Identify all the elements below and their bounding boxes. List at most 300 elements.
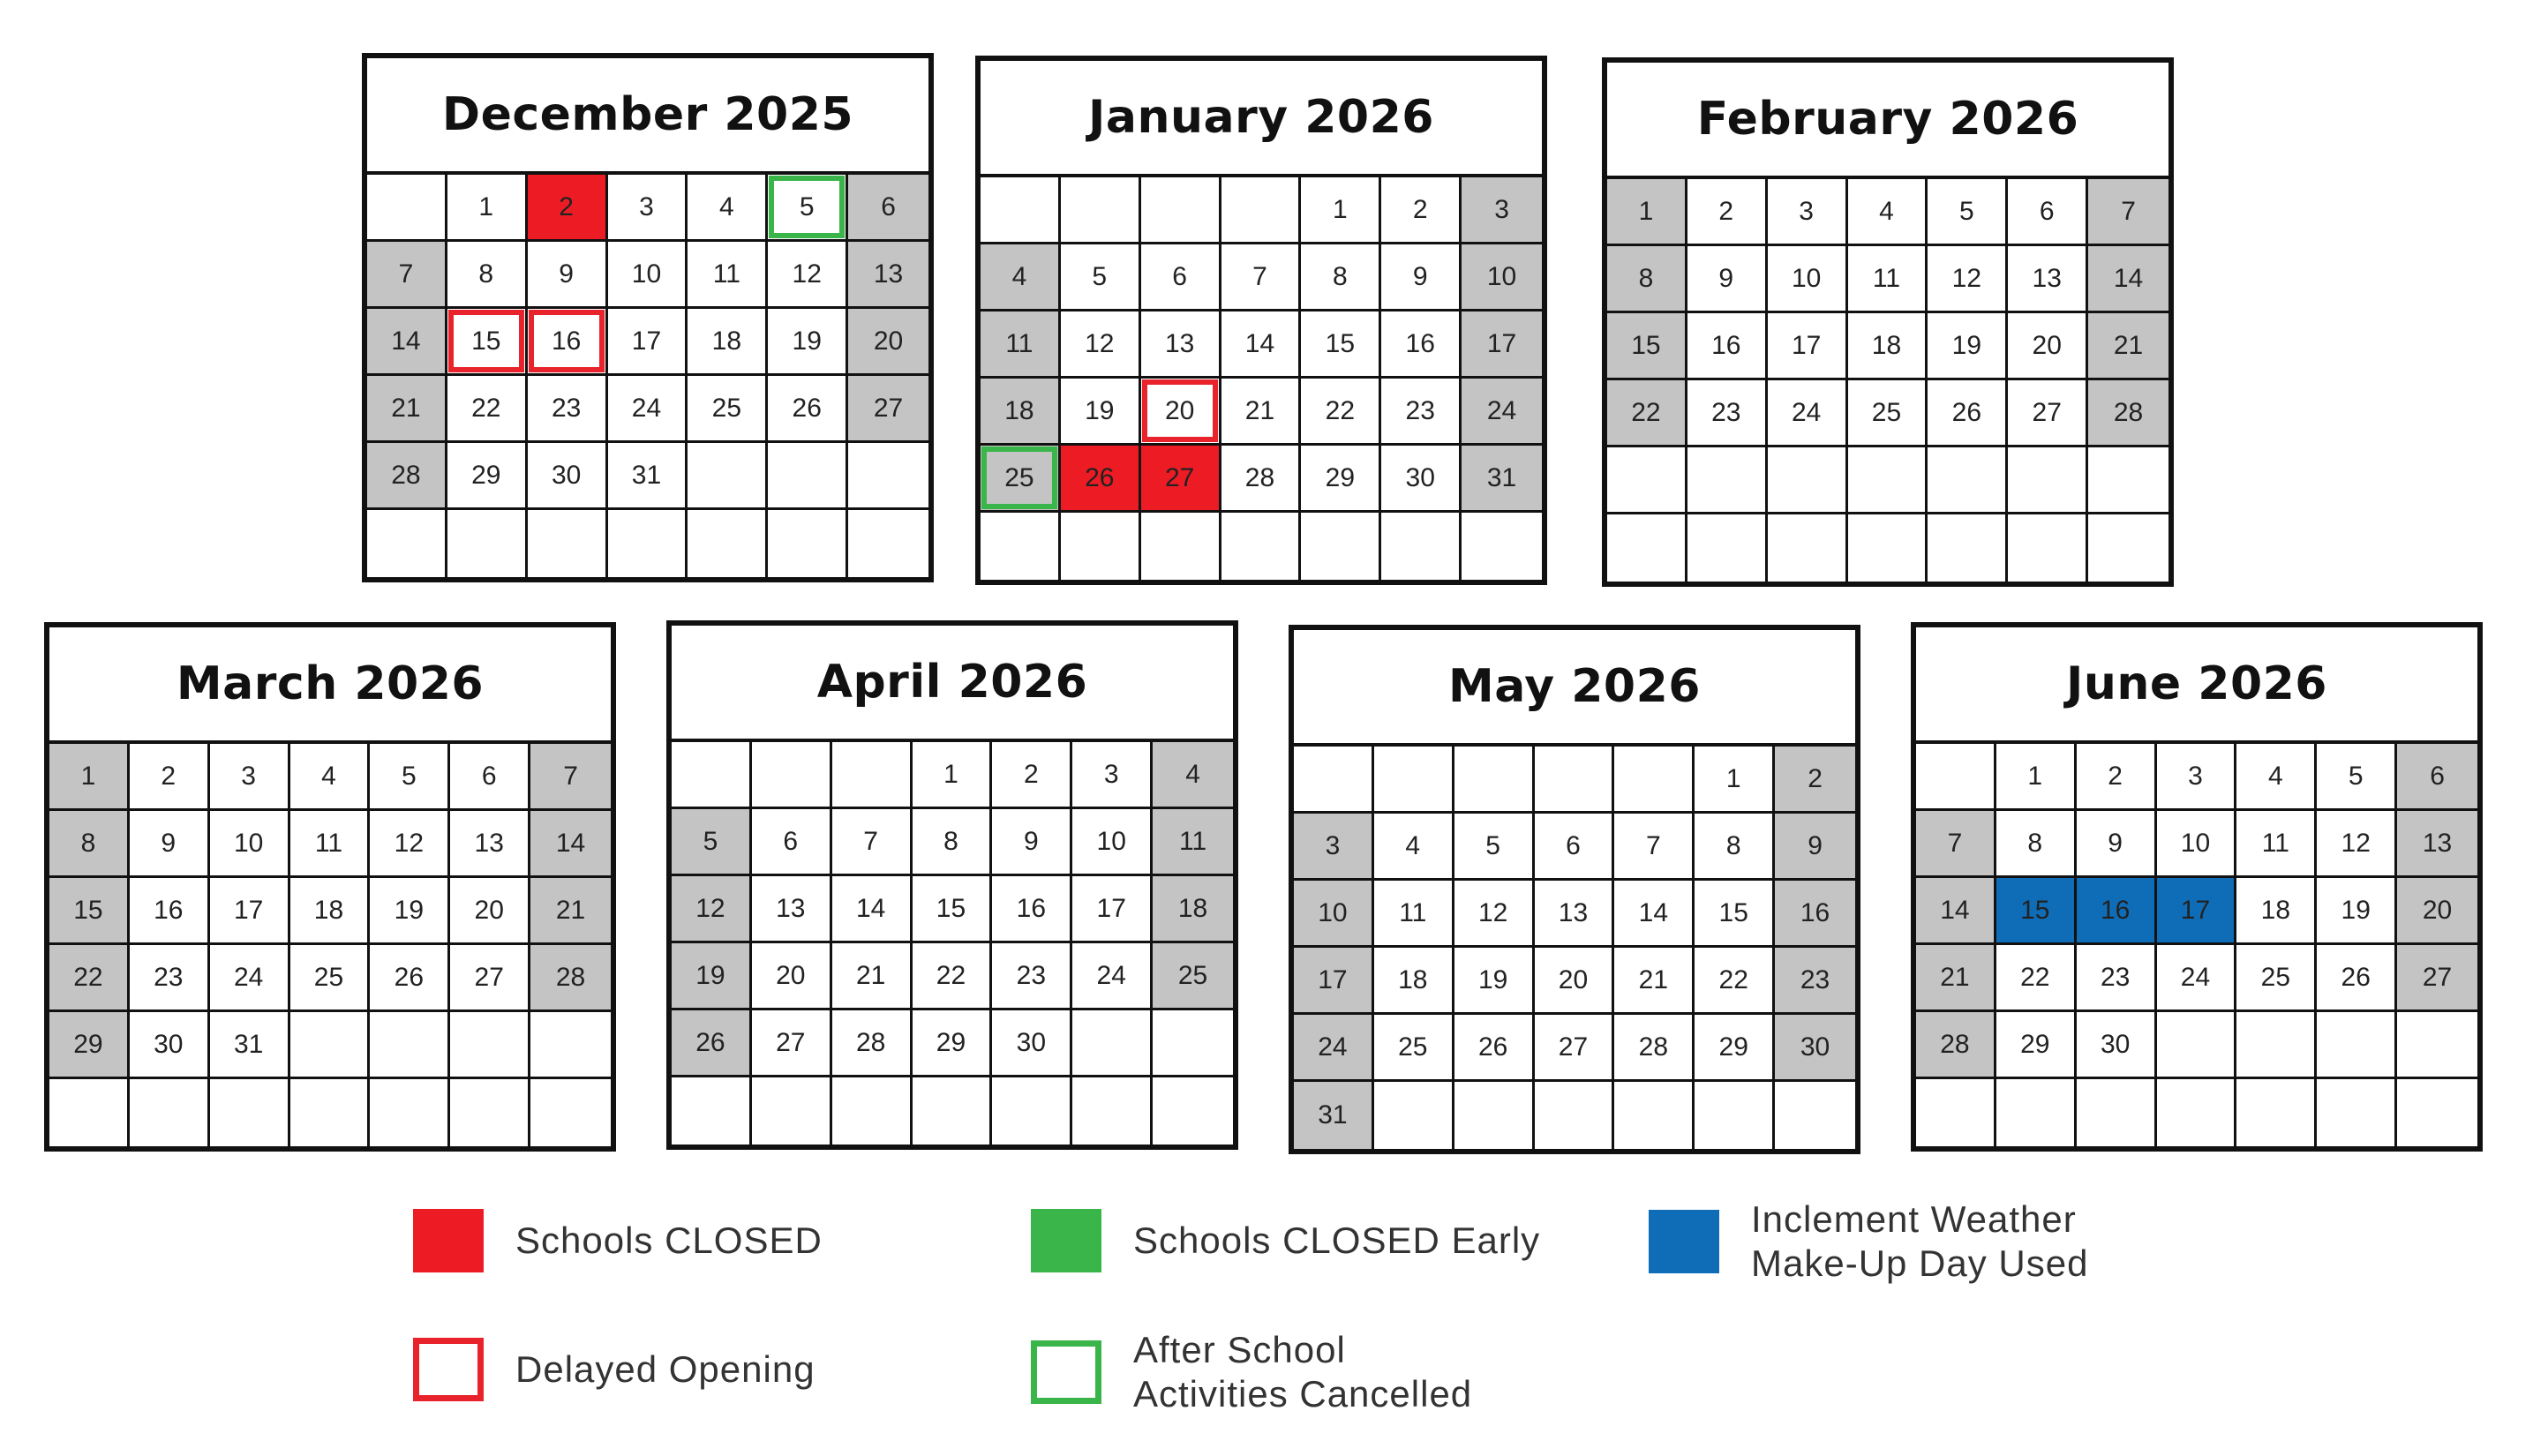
day-cell: 4 xyxy=(2236,744,2317,811)
day-cell: 10 xyxy=(1294,881,1374,948)
day-grid xyxy=(672,742,1233,1145)
day-cell: 5 xyxy=(2317,744,2397,811)
day-cell: 16 xyxy=(1381,311,1462,379)
month-title: December 2025 xyxy=(367,58,928,175)
day-cell: 10 xyxy=(1768,246,1848,313)
day-cell: 3 xyxy=(210,744,290,811)
day-cell: 19 xyxy=(1061,379,1141,446)
day-cell: 4 xyxy=(1374,814,1454,881)
day-cell: 1 xyxy=(447,175,528,242)
day-cell: 28 xyxy=(1221,446,1302,513)
day-cell: 15 xyxy=(447,309,528,376)
day-cell: 5 xyxy=(1061,244,1141,311)
empty-day-cell xyxy=(752,742,832,809)
day-cell: 23 xyxy=(528,376,608,443)
day-cell: 13 xyxy=(2008,246,2088,313)
empty-day-cell xyxy=(2236,1079,2317,1146)
day-cell: 22 xyxy=(913,943,993,1010)
day-cell: 9 xyxy=(1775,814,1855,881)
month-title: May 2026 xyxy=(1294,630,1855,747)
empty-day-cell xyxy=(913,1077,993,1145)
legend-label-line2: Make-Up Day Used xyxy=(1751,1242,2089,1284)
month-title: February 2026 xyxy=(1607,63,2168,179)
empty-day-cell xyxy=(49,1079,130,1146)
day-cell: 30 xyxy=(130,1012,210,1079)
legend-label: Schools CLOSED Early xyxy=(1133,1220,1541,1261)
empty-day-cell xyxy=(530,1012,611,1079)
red-filled-swatch xyxy=(413,1209,484,1272)
day-cell: 12 xyxy=(2317,811,2397,878)
empty-day-cell xyxy=(1153,1077,1233,1145)
month-title: March 2026 xyxy=(49,627,611,744)
calendar-december-2025 xyxy=(362,53,934,582)
day-cell: 17 xyxy=(1072,876,1153,943)
empty-day-cell xyxy=(1928,514,2008,582)
empty-day-cell xyxy=(2077,1079,2157,1146)
day-cell: 24 xyxy=(1072,943,1153,1010)
empty-day-cell xyxy=(1061,513,1141,580)
day-cell: 7 xyxy=(530,744,611,811)
day-cell: 12 xyxy=(768,242,848,309)
empty-day-cell xyxy=(981,177,1061,244)
day-cell: 10 xyxy=(210,811,290,878)
day-cell: 2 xyxy=(1381,177,1462,244)
day-cell: 18 xyxy=(2236,878,2317,945)
empty-day-cell xyxy=(370,1012,450,1079)
day-cell: 25 xyxy=(1848,380,1928,447)
day-cell: 10 xyxy=(1462,244,1542,311)
day-cell: 30 xyxy=(2077,1012,2157,1079)
day-cell: 18 xyxy=(1374,948,1454,1015)
day-cell: 13 xyxy=(848,242,928,309)
empty-day-cell xyxy=(1462,513,1542,580)
day-cell: 8 xyxy=(1301,244,1381,311)
day-cell: 20 xyxy=(450,878,530,945)
day-cell: 3 xyxy=(1768,179,1848,246)
red-outline-swatch xyxy=(413,1338,484,1401)
day-cell: 27 xyxy=(1141,446,1221,513)
day-cell: 10 xyxy=(1072,809,1153,876)
calendar-june-2026 xyxy=(1911,622,2483,1152)
day-cell: 27 xyxy=(1535,1015,1615,1082)
day-grid xyxy=(1607,179,2168,582)
day-cell: 19 xyxy=(1454,948,1535,1015)
day-cell: 28 xyxy=(1916,1012,1996,1079)
empty-day-cell xyxy=(1061,177,1141,244)
day-cell: 5 xyxy=(672,809,752,876)
day-cell: 14 xyxy=(1916,878,1996,945)
day-cell: 6 xyxy=(2008,179,2088,246)
day-cell: 14 xyxy=(832,876,913,943)
legend-makeup-day xyxy=(1649,1197,2088,1286)
day-cell: 3 xyxy=(1072,742,1153,809)
empty-day-cell xyxy=(1614,1082,1695,1149)
day-cell: 11 xyxy=(1374,881,1454,948)
empty-day-cell xyxy=(1768,514,1848,582)
empty-day-cell xyxy=(528,510,608,577)
day-cell: 16 xyxy=(2077,878,2157,945)
day-cell: 2 xyxy=(1775,747,1855,814)
day-cell: 1 xyxy=(913,742,993,809)
empty-day-cell xyxy=(1916,744,1996,811)
day-cell: 6 xyxy=(1535,814,1615,881)
day-cell: 11 xyxy=(981,311,1061,379)
empty-day-cell xyxy=(450,1012,530,1079)
day-cell: 16 xyxy=(528,309,608,376)
empty-day-cell xyxy=(1072,1077,1153,1145)
day-cell: 7 xyxy=(1614,814,1695,881)
empty-day-cell xyxy=(367,510,447,577)
day-cell: 12 xyxy=(1454,881,1535,948)
day-cell: 18 xyxy=(1848,313,1928,380)
day-cell: 4 xyxy=(1153,742,1233,809)
day-cell: 12 xyxy=(672,876,752,943)
day-cell: 1 xyxy=(1695,747,1775,814)
day-cell: 29 xyxy=(447,443,528,510)
day-cell: 23 xyxy=(992,943,1072,1010)
empty-day-cell xyxy=(1687,447,1768,514)
day-cell: 26 xyxy=(370,945,450,1012)
day-cell: 9 xyxy=(130,811,210,878)
day-cell: 22 xyxy=(1607,380,1687,447)
day-cell: 3 xyxy=(1462,177,1542,244)
day-cell: 28 xyxy=(367,443,447,510)
day-cell: 19 xyxy=(768,309,848,376)
day-cell: 3 xyxy=(608,175,688,242)
day-cell: 2 xyxy=(2077,744,2157,811)
day-cell: 24 xyxy=(2157,945,2237,1012)
day-cell: 17 xyxy=(1462,311,1542,379)
day-cell: 4 xyxy=(981,244,1061,311)
day-cell: 19 xyxy=(2317,878,2397,945)
day-cell: 25 xyxy=(688,376,768,443)
calendar-january-2026 xyxy=(975,56,1547,585)
empty-day-cell xyxy=(752,1077,832,1145)
day-cell: 8 xyxy=(1607,246,1687,313)
day-cell: 23 xyxy=(1381,379,1462,446)
day-cell: 22 xyxy=(1301,379,1381,446)
day-cell: 3 xyxy=(2157,744,2237,811)
empty-day-cell xyxy=(2317,1079,2397,1146)
day-cell: 27 xyxy=(752,1010,832,1077)
day-cell: 2 xyxy=(992,742,1072,809)
empty-day-cell xyxy=(1848,447,1928,514)
day-cell: 26 xyxy=(1061,446,1141,513)
day-cell: 21 xyxy=(1221,379,1302,446)
day-cell: 17 xyxy=(2157,878,2237,945)
empty-day-cell xyxy=(1687,514,1768,582)
day-cell: 20 xyxy=(2397,878,2477,945)
day-cell: 23 xyxy=(1775,948,1855,1015)
empty-day-cell xyxy=(1695,1082,1775,1149)
day-cell: 29 xyxy=(913,1010,993,1077)
day-cell: 11 xyxy=(688,242,768,309)
empty-day-cell xyxy=(688,510,768,577)
day-cell: 19 xyxy=(672,943,752,1010)
empty-day-cell xyxy=(2317,1012,2397,1079)
empty-day-cell xyxy=(981,513,1061,580)
day-cell: 5 xyxy=(370,744,450,811)
empty-day-cell xyxy=(1775,1082,1855,1149)
empty-day-cell xyxy=(832,742,913,809)
day-cell: 6 xyxy=(752,809,832,876)
day-cell: 28 xyxy=(832,1010,913,1077)
day-cell: 15 xyxy=(49,878,130,945)
day-cell: 14 xyxy=(530,811,611,878)
day-cell: 25 xyxy=(1374,1015,1454,1082)
empty-day-cell xyxy=(2008,514,2088,582)
empty-day-cell xyxy=(2008,447,2088,514)
day-cell: 28 xyxy=(530,945,611,1012)
day-cell: 30 xyxy=(992,1010,1072,1077)
legend-label: Schools CLOSED xyxy=(515,1220,823,1261)
day-cell: 26 xyxy=(2317,945,2397,1012)
day-cell: 15 xyxy=(913,876,993,943)
green-outline-swatch xyxy=(1031,1340,1101,1404)
day-cell: 21 xyxy=(1614,948,1695,1015)
day-cell: 7 xyxy=(832,809,913,876)
day-cell: 9 xyxy=(992,809,1072,876)
day-cell: 12 xyxy=(1928,246,2008,313)
empty-day-cell xyxy=(1072,1010,1153,1077)
empty-day-cell xyxy=(1928,447,2008,514)
day-cell: 9 xyxy=(1381,244,1462,311)
day-cell: 18 xyxy=(981,379,1061,446)
day-cell: 21 xyxy=(2088,313,2168,380)
day-cell: 23 xyxy=(2077,945,2157,1012)
day-cell: 26 xyxy=(672,1010,752,1077)
day-cell: 5 xyxy=(1928,179,2008,246)
day-cell: 7 xyxy=(2088,179,2168,246)
legend-label: Delayed Opening xyxy=(515,1348,816,1390)
empty-day-cell xyxy=(832,1077,913,1145)
day-cell: 7 xyxy=(1916,811,1996,878)
empty-day-cell xyxy=(672,742,752,809)
day-cell: 29 xyxy=(49,1012,130,1079)
day-cell: 21 xyxy=(832,943,913,1010)
day-cell: 5 xyxy=(1454,814,1535,881)
day-grid xyxy=(1294,747,1855,1149)
day-cell: 2 xyxy=(528,175,608,242)
day-cell: 13 xyxy=(752,876,832,943)
empty-day-cell xyxy=(848,510,928,577)
empty-day-cell xyxy=(1454,747,1535,814)
calendar-february-2026 xyxy=(1602,57,2174,587)
day-cell: 24 xyxy=(1294,1015,1374,1082)
day-cell: 2 xyxy=(130,744,210,811)
legend-schools-closed-early xyxy=(1031,1209,1540,1272)
day-cell: 6 xyxy=(1141,244,1221,311)
empty-day-cell xyxy=(848,443,928,510)
day-cell: 14 xyxy=(367,309,447,376)
day-cell: 10 xyxy=(608,242,688,309)
day-cell: 11 xyxy=(1153,809,1233,876)
legend-schools-closed xyxy=(413,1209,823,1272)
day-cell: 15 xyxy=(1301,311,1381,379)
month-title: January 2026 xyxy=(981,61,1542,177)
day-cell: 5 xyxy=(768,175,848,242)
empty-day-cell xyxy=(672,1077,752,1145)
day-cell: 4 xyxy=(688,175,768,242)
day-cell: 13 xyxy=(2397,811,2477,878)
day-cell: 23 xyxy=(1687,380,1768,447)
day-cell: 11 xyxy=(1848,246,1928,313)
day-cell: 14 xyxy=(1614,881,1695,948)
day-cell: 31 xyxy=(1294,1082,1374,1149)
empty-day-cell xyxy=(1374,747,1454,814)
day-cell: 23 xyxy=(130,945,210,1012)
day-cell: 18 xyxy=(1153,876,1233,943)
day-cell: 22 xyxy=(49,945,130,1012)
day-cell: 13 xyxy=(1141,311,1221,379)
calendar-march-2026 xyxy=(44,622,616,1152)
empty-day-cell xyxy=(1607,447,1687,514)
empty-day-cell xyxy=(1374,1082,1454,1149)
day-cell: 27 xyxy=(450,945,530,1012)
day-cell: 31 xyxy=(1462,446,1542,513)
day-grid xyxy=(981,177,1542,580)
calendar-may-2026 xyxy=(1289,625,1860,1154)
day-cell: 1 xyxy=(1607,179,1687,246)
day-cell: 7 xyxy=(367,242,447,309)
day-cell: 17 xyxy=(1768,313,1848,380)
day-cell: 25 xyxy=(1153,943,1233,1010)
day-cell: 8 xyxy=(1996,811,2077,878)
day-cell: 8 xyxy=(913,809,993,876)
empty-day-cell xyxy=(130,1079,210,1146)
legend-activities-cancelled xyxy=(1031,1328,1472,1416)
day-cell: 26 xyxy=(1928,380,2008,447)
day-cell: 24 xyxy=(608,376,688,443)
day-cell: 21 xyxy=(530,878,611,945)
empty-day-cell xyxy=(2397,1079,2477,1146)
day-cell: 15 xyxy=(1607,313,1687,380)
day-cell: 27 xyxy=(848,376,928,443)
legend-delayed-opening xyxy=(413,1338,816,1401)
day-cell: 26 xyxy=(1454,1015,1535,1082)
empty-day-cell xyxy=(210,1079,290,1146)
day-cell: 24 xyxy=(1462,379,1542,446)
empty-day-cell xyxy=(530,1079,611,1146)
legend-label-line1: Inclement Weather xyxy=(1751,1198,2077,1240)
empty-day-cell xyxy=(1916,1079,1996,1146)
day-cell: 7 xyxy=(1221,244,1302,311)
empty-day-cell xyxy=(768,510,848,577)
day-cell: 20 xyxy=(2008,313,2088,380)
day-cell: 29 xyxy=(1996,1012,2077,1079)
green-filled-swatch xyxy=(1031,1209,1101,1272)
empty-day-cell xyxy=(1294,747,1374,814)
legend-label-line2: Activities Cancelled xyxy=(1133,1373,1473,1415)
day-cell: 19 xyxy=(370,878,450,945)
day-cell: 3 xyxy=(1294,814,1374,881)
day-cell: 11 xyxy=(290,811,371,878)
day-cell: 6 xyxy=(450,744,530,811)
empty-day-cell xyxy=(1381,513,1462,580)
day-cell: 13 xyxy=(1535,881,1615,948)
day-cell: 20 xyxy=(752,943,832,1010)
day-cell: 28 xyxy=(1614,1015,1695,1082)
day-cell: 16 xyxy=(992,876,1072,943)
calendar-april-2026 xyxy=(666,620,1238,1150)
day-cell: 11 xyxy=(2236,811,2317,878)
empty-day-cell xyxy=(1848,514,1928,582)
day-cell: 16 xyxy=(1775,881,1855,948)
day-cell: 14 xyxy=(2088,246,2168,313)
empty-day-cell xyxy=(1454,1082,1535,1149)
day-cell: 31 xyxy=(210,1012,290,1079)
day-cell: 9 xyxy=(528,242,608,309)
day-cell: 27 xyxy=(2008,380,2088,447)
day-cell: 9 xyxy=(1687,246,1768,313)
day-cell: 6 xyxy=(2397,744,2477,811)
day-cell: 29 xyxy=(1301,446,1381,513)
day-cell: 12 xyxy=(370,811,450,878)
empty-day-cell xyxy=(1607,514,1687,582)
day-cell: 29 xyxy=(1695,1015,1775,1082)
empty-day-cell xyxy=(290,1079,371,1146)
day-cell: 20 xyxy=(848,309,928,376)
empty-day-cell xyxy=(688,443,768,510)
day-grid xyxy=(49,744,611,1146)
day-cell: 8 xyxy=(447,242,528,309)
empty-day-cell xyxy=(1996,1079,2077,1146)
empty-day-cell xyxy=(1141,513,1221,580)
day-grid xyxy=(1916,744,2477,1146)
empty-day-cell xyxy=(1153,1010,1233,1077)
empty-day-cell xyxy=(1614,747,1695,814)
day-cell: 24 xyxy=(1768,380,1848,447)
empty-day-cell xyxy=(1535,1082,1615,1149)
day-cell: 4 xyxy=(1848,179,1928,246)
day-cell: 10 xyxy=(2157,811,2237,878)
day-cell: 30 xyxy=(1775,1015,1855,1082)
empty-day-cell xyxy=(2088,447,2168,514)
empty-day-cell xyxy=(290,1012,371,1079)
empty-day-cell xyxy=(367,175,447,242)
day-cell: 1 xyxy=(1996,744,2077,811)
empty-day-cell xyxy=(2236,1012,2317,1079)
day-cell: 17 xyxy=(1294,948,1374,1015)
day-cell: 24 xyxy=(210,945,290,1012)
day-cell: 17 xyxy=(210,878,290,945)
day-cell: 12 xyxy=(1061,311,1141,379)
day-cell: 8 xyxy=(49,811,130,878)
day-cell: 6 xyxy=(848,175,928,242)
empty-day-cell xyxy=(2157,1012,2237,1079)
day-cell: 26 xyxy=(768,376,848,443)
day-cell: 20 xyxy=(1141,379,1221,446)
day-cell: 4 xyxy=(290,744,371,811)
day-grid xyxy=(367,175,928,577)
day-cell: 15 xyxy=(1996,878,2077,945)
day-cell: 25 xyxy=(290,945,371,1012)
day-cell: 18 xyxy=(688,309,768,376)
empty-day-cell xyxy=(1141,177,1221,244)
empty-day-cell xyxy=(2397,1012,2477,1079)
day-cell: 13 xyxy=(450,811,530,878)
day-cell: 20 xyxy=(1535,948,1615,1015)
day-cell: 18 xyxy=(290,878,371,945)
day-cell: 17 xyxy=(608,309,688,376)
day-cell: 21 xyxy=(367,376,447,443)
empty-day-cell xyxy=(1768,447,1848,514)
day-cell: 14 xyxy=(1221,311,1302,379)
day-cell: 22 xyxy=(1695,948,1775,1015)
empty-day-cell xyxy=(450,1079,530,1146)
empty-day-cell xyxy=(1221,177,1302,244)
month-title: April 2026 xyxy=(672,626,1233,742)
